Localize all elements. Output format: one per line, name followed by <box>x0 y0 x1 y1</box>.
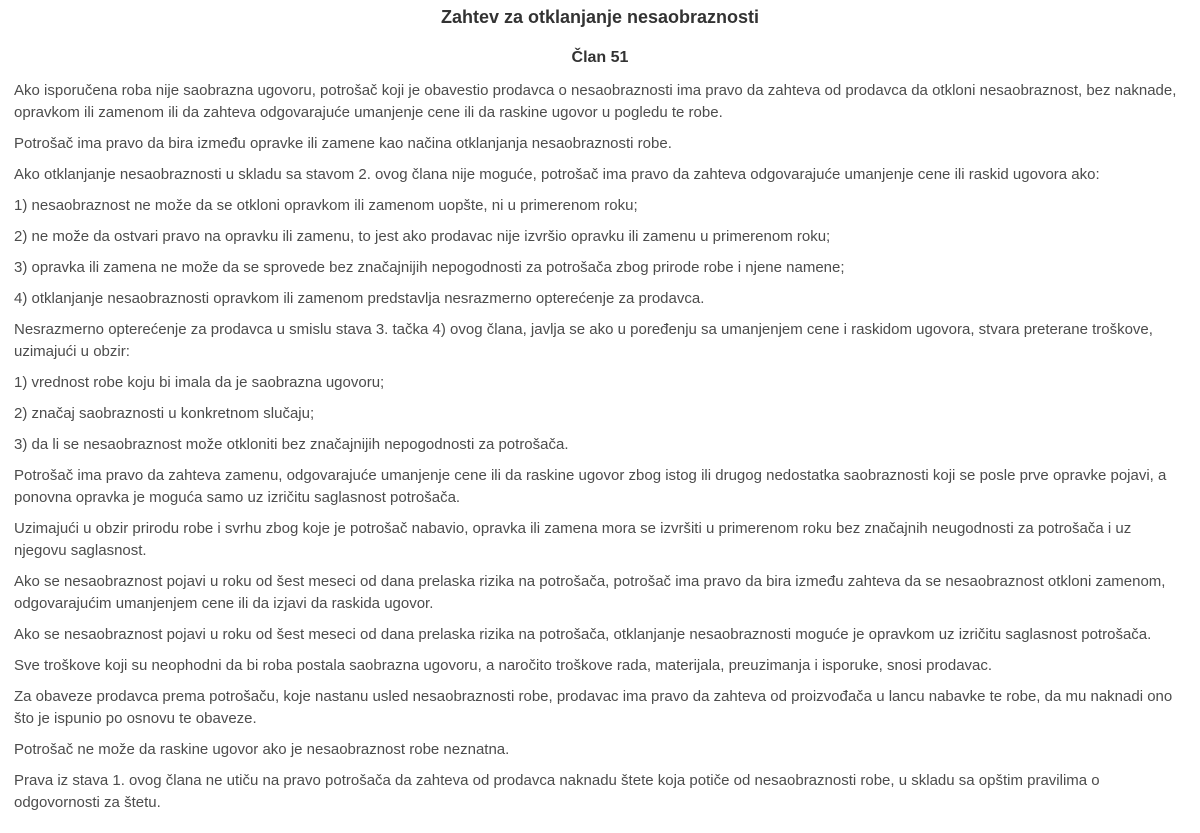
paragraph: Za obaveze prodavca prema potrošaču, koje nastanu usled nesaobraznosti robe, prodavac ima pravo da zahteva od proizvođača u lancu nabavke te robe, da mu naknadi ono što je ispunio po osnovu te obaveze. <box>14 688 1173 727</box>
paragraph: Sve troškove koji su neophodni da bi roba postala saobrazna ugovoru, a naročito troškove rada, materijala, preuzimanja i isporuke, snosi prodavac. <box>14 657 993 674</box>
paragraph: Nesrazmerno opterećenje za prodavca u smislu stava 3. tačka 4) ovog člana, javlja se ako u poređenju sa umanjenjem cene i raskidom ugovora, stvara preterane troškove, uzimajući u obzir: <box>14 321 1153 360</box>
paragraph: Ako se nesaobraznost pojavi u roku od šest meseci od dana prelaska rizika na potrošača, otklanjanje nesaobraznosti moguće je opravkom uz izričitu saglasnost potrošača. <box>14 626 1152 643</box>
paragraph: Uzimajući u obzir prirodu robe i svrhu zbog koje je potrošač nabavio, opravka ili zamena mora se izvršiti u primerenom roku bez značajnih neugodnosti za potrošača i uz njegovu saglasnost. <box>14 520 1132 559</box>
paragraph: Ako otklanjanje nesaobraznosti u skladu sa stavom 2. ovog člana nije moguće, potrošač ima pravo da zahteva odgovarajuće umanjenje cene ili raskid ugovora ako: <box>14 166 1100 183</box>
paragraph: Potrošač ne može da raskine ugovor ako je nesaobraznost robe neznatna. <box>14 741 510 758</box>
paragraph: Potrošač ima pravo da zahteva zamenu, odgovarajuće umanjenje cene ili da raskine ugovor zbog istog ili drugog nedostatka saobraznosti koji se posle prve opravke pojavi, a ponovna opravka je moguća samo uz izričitu saglasnost potrošača. <box>14 467 1167 506</box>
clause-paragraph: 4) otklanjanje nesaobraznosti opravkom ili zamenom predstavlja nesrazmerno opterećenje za prodavca. <box>14 290 705 307</box>
document-title: Zahtev za otklanjanje nesaobraznosti <box>440 7 760 27</box>
clause-paragraph: 1) nesaobraznost ne može da se otkloni opravkom ili zamenom uopšte, ni u primerenom roku; <box>14 197 638 214</box>
clause-paragraph: 2) značaj saobraznosti u konkretnom slučaju; <box>14 405 315 422</box>
article-number-heading: Član 51 <box>571 49 629 66</box>
paragraph: Prava iz stava 1. ovog člana ne utiču na pravo potrošača da zahteva od prodavca naknadu štete koja potiče od nesaobraznosti robe, u skladu sa opštim pravilima o odgovornosti za štetu. <box>14 772 1100 811</box>
clause-paragraph: 3) opravka ili zamena ne može da se sprovede bez značajnijih nepogodnosti za potrošača zbog prirode robe i njene namene; <box>14 259 845 276</box>
paragraph: Ako isporučena roba nije saobrazna ugovoru, potrošač koji je obavestio prodavca o nesaobraznosti ima pravo da zahteva od prodavca da otkloni nesaobraznost, bez naknade, opravkom ili zamenom ili da zahteva odgovarajuće umanjenje cene ili da raskine ugovor u pogledu te robe. <box>14 82 1177 121</box>
paragraph: Potrošač ima pravo da bira između opravke ili zamene kao načina otklanjanja nesaobraznosti robe. <box>14 135 672 152</box>
paragraph: Ako se nesaobraznost pojavi u roku od šest meseci od dana prelaska rizika na potrošača, potrošač ima pravo da bira između zahteva da se nesaobraznost otkloni zamenom, odgovarajućim umanjenjem cene ili da izjavi da raskida ugovor. <box>14 573 1166 612</box>
clause-paragraph: 2) ne može da ostvari pravo na opravku ili zamenu, to jest ako prodavac nije izvršio opravku ili zamenu u primerenom roku; <box>14 228 831 245</box>
clause-paragraph: 1) vrednost robe koju bi imala da je saobrazna ugovoru; <box>14 374 385 391</box>
clause-paragraph: 3) da li se nesaobraznost može otkloniti bez značajnijih nepogodnosti za potrošača. <box>14 436 569 453</box>
